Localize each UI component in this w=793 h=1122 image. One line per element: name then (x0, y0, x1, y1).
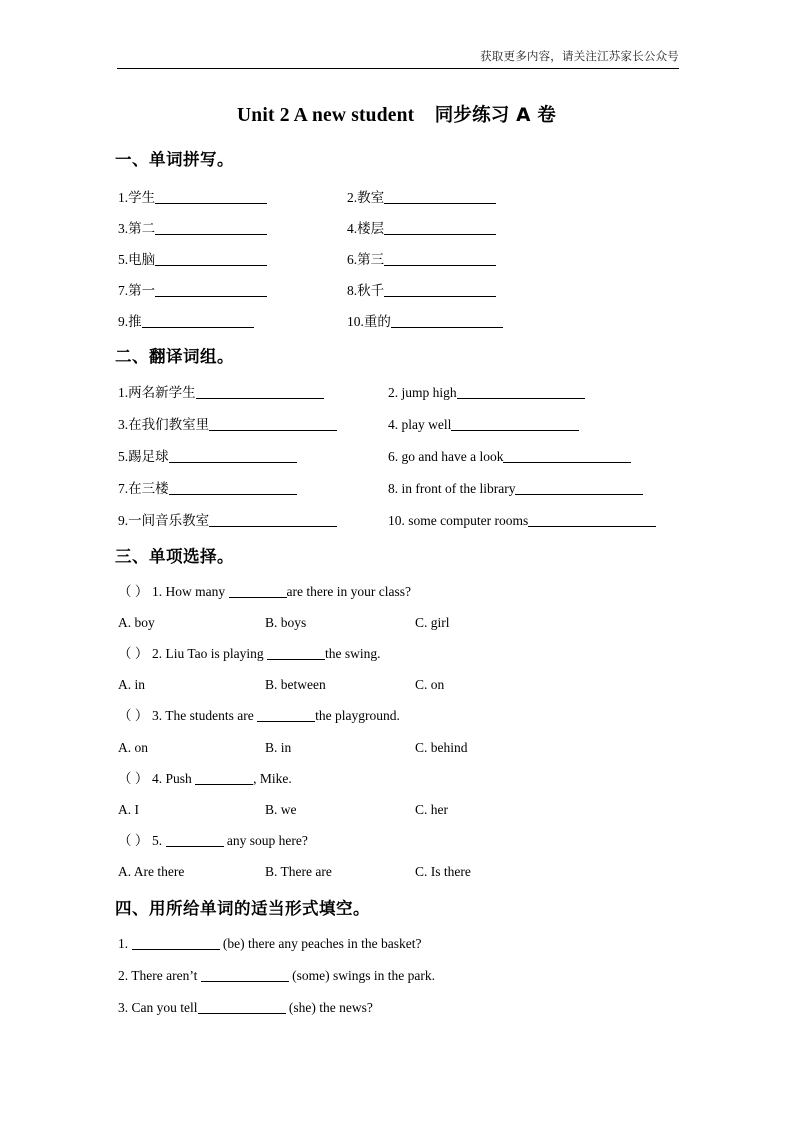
section-heading-4: 四、用所给单词的适当形式填空。 (115, 899, 370, 918)
section-heading-1: 一、单词拼写。 (115, 150, 234, 169)
choice-question-1-num: 1. (152, 584, 163, 599)
spelling-item-7-num: 7. (118, 283, 129, 298)
choice-question-4-text-after: , Mike. (253, 771, 292, 786)
translate-item-9-label: 一间音乐教室 (128, 513, 210, 528)
spelling-item-10 (347, 314, 503, 330)
spelling-item-4-label: 楼层 (357, 221, 385, 236)
translate-item-9-num: 9. (118, 513, 129, 528)
choice-5-option-b[interactable]: B. There are (265, 864, 332, 879)
translate-item-1-label: 两名新学生 (128, 385, 196, 400)
form-item-2-before: There aren’t (128, 968, 201, 983)
spelling-item-5-num: 5. (118, 252, 129, 267)
choice-question-2-blank[interactable] (267, 646, 325, 660)
translate-item-2 (388, 385, 585, 401)
spelling-item-9-blank[interactable] (142, 314, 254, 328)
choice-question-4-num: 4. (152, 771, 163, 786)
spelling-item-6 (347, 252, 496, 268)
translate-item-7-label: 在三楼 (128, 481, 169, 496)
translate-item-8-blank[interactable] (515, 481, 643, 495)
choice-question-1-blank[interactable] (229, 584, 287, 598)
translate-item-10-num: 10. (388, 513, 405, 528)
choice-question-3-num: 3. (152, 708, 163, 723)
translate-item-5 (118, 449, 297, 465)
spelling-item-6-num: 6. (347, 252, 358, 267)
form-item-2-blank[interactable] (201, 968, 289, 982)
translate-item-3-blank[interactable] (209, 417, 337, 431)
choice-4-option-c[interactable]: C. her (415, 802, 448, 817)
choice-question-2-text-after: the swing. (325, 646, 381, 661)
spelling-item-5-blank[interactable] (155, 252, 267, 266)
translate-item-1 (118, 385, 324, 401)
choice-question-3-answer-box[interactable]: （ ） (118, 708, 149, 723)
translate-item-10-label: some computer rooms (404, 513, 529, 528)
translate-item-2-blank[interactable] (457, 385, 585, 399)
form-item-3-after: (she) the news? (285, 1000, 373, 1015)
choice-question-1 (118, 584, 411, 600)
translate-item-4-blank[interactable] (451, 417, 579, 431)
choice-question-5-text-after: any soup here? (223, 833, 308, 848)
translate-item-7-num: 7. (118, 481, 129, 496)
spelling-item-8-label: 秋千 (357, 283, 385, 298)
translate-item-2-label: jump high (398, 385, 457, 400)
choice-3-option-a[interactable]: A. on (118, 740, 148, 755)
spelling-item-3-num: 3. (118, 221, 129, 236)
form-item-1-num: 1. (118, 936, 129, 951)
spelling-item-6-blank[interactable] (384, 252, 496, 266)
translate-item-6-blank[interactable] (503, 449, 631, 463)
spelling-item-9-num: 9. (118, 314, 129, 329)
choice-question-2 (118, 646, 381, 662)
spelling-item-2-num: 2. (347, 190, 358, 205)
choice-question-5-answer-box[interactable]: （ ） (118, 833, 149, 848)
form-item-2 (118, 968, 435, 984)
spelling-item-4-num: 4. (347, 221, 358, 236)
form-item-1-after: (be) there any peaches in the basket? (219, 936, 422, 951)
translate-item-5-label: 踢足球 (128, 449, 169, 464)
section-heading-2: 二、翻译词组。 (115, 347, 234, 366)
translate-item-1-blank[interactable] (196, 385, 324, 399)
translate-item-4-num: 4. (388, 417, 399, 432)
translate-item-8-num: 8. (388, 481, 399, 496)
form-item-3-before: Can you tell (128, 1000, 198, 1015)
choice-3-option-c[interactable]: C. behind (415, 740, 468, 755)
choice-3-option-b[interactable]: B. in (265, 740, 292, 755)
title-chinese: 同步练习 A 卷 (434, 105, 556, 126)
spelling-item-7-blank[interactable] (155, 283, 267, 297)
translate-item-7-blank[interactable] (169, 481, 297, 495)
choice-question-3 (118, 708, 400, 724)
choice-1-option-b[interactable]: B. boys (265, 615, 307, 630)
choice-question-4 (118, 771, 292, 787)
choice-question-4-blank[interactable] (195, 771, 253, 785)
translate-item-5-num: 5. (118, 449, 129, 464)
translate-item-3 (118, 417, 337, 433)
spelling-item-5-label: 电脑 (128, 252, 156, 267)
spelling-item-3 (118, 221, 267, 237)
choice-question-5-num: 5. (152, 833, 163, 848)
choice-question-1-text-before: How many (162, 584, 229, 599)
translate-item-8 (388, 481, 643, 497)
spelling-item-1-num: 1. (118, 190, 129, 205)
header-notice-text: 获取更多内容，请关注江苏家长公众号 (480, 51, 679, 63)
choice-1-option-c[interactable]: C. girl (415, 615, 450, 630)
spelling-item-2-label: 教室 (357, 190, 385, 205)
translate-item-1-num: 1. (118, 385, 129, 400)
choice-question-5 (118, 833, 308, 849)
form-item-1-blank[interactable] (132, 936, 220, 950)
translate-item-4 (388, 417, 579, 433)
spelling-item-8 (347, 283, 496, 299)
spelling-item-1-blank[interactable] (155, 190, 267, 204)
form-item-3-blank[interactable] (198, 1000, 286, 1014)
translate-item-4-label: play well (398, 417, 452, 432)
spelling-item-10-num: 10. (347, 314, 364, 329)
translate-item-8-label: in front of the library (398, 481, 516, 496)
translate-item-9 (118, 513, 337, 529)
choice-question-1-text-after: are there in your class? (286, 584, 411, 599)
spelling-item-2-blank[interactable] (384, 190, 496, 204)
form-item-3-num: 3. (118, 1000, 129, 1015)
spelling-item-4 (347, 221, 496, 237)
spelling-item-4-blank[interactable] (384, 221, 496, 235)
choice-question-5-blank[interactable] (166, 833, 224, 847)
choice-question-3-blank[interactable] (257, 708, 315, 722)
translate-item-7 (118, 481, 297, 497)
spelling-item-6-label: 第三 (357, 252, 385, 267)
spelling-item-7 (118, 283, 267, 299)
spelling-item-2 (347, 190, 496, 206)
choice-4-option-a[interactable]: A. I (118, 802, 139, 817)
spelling-item-3-label: 第二 (128, 221, 156, 236)
section-heading-3: 三、单项选择。 (115, 547, 234, 566)
translate-item-9-blank[interactable] (209, 513, 337, 527)
choice-5-option-a[interactable]: A. Are there (118, 864, 185, 879)
choice-5-option-c[interactable]: C. Is there (415, 864, 471, 879)
spelling-item-8-num: 8. (347, 283, 358, 298)
choice-2-option-a[interactable]: A. in (118, 677, 145, 692)
translate-item-3-label: 在我们教室里 (128, 417, 210, 432)
choice-question-1-answer-box[interactable]: （ ） (118, 584, 149, 599)
spelling-item-1 (118, 190, 267, 206)
choice-question-2-answer-box[interactable]: （ ） (118, 646, 149, 661)
translate-item-6 (388, 449, 631, 465)
translate-item-10 (388, 513, 656, 529)
translate-item-6-num: 6. (388, 449, 399, 464)
translate-item-3-num: 3. (118, 417, 129, 432)
translate-item-6-label: go and have a look (398, 449, 504, 464)
spelling-item-10-blank[interactable] (391, 314, 503, 328)
choice-question-2-num: 2. (152, 646, 163, 661)
page-title (0, 101, 793, 127)
choice-question-4-answer-box[interactable]: （ ） (118, 771, 149, 786)
spelling-item-10-label: 重的 (363, 314, 391, 329)
choice-2-option-c[interactable]: C. on (415, 677, 445, 692)
spelling-item-9 (118, 314, 254, 330)
translate-item-5-blank[interactable] (169, 449, 297, 463)
spelling-item-9-label: 推 (128, 314, 142, 329)
spelling-item-5 (118, 252, 267, 268)
spelling-item-3-blank[interactable] (155, 221, 267, 235)
choice-4-option-b[interactable]: B. we (265, 802, 297, 817)
choice-2-option-b[interactable]: B. between (265, 677, 326, 692)
choice-question-4-text-before: Push (162, 771, 196, 786)
choice-1-option-a[interactable]: A. boy (118, 615, 155, 630)
form-item-2-num: 2. (118, 968, 129, 983)
spelling-item-7-label: 第一 (128, 283, 156, 298)
form-item-2-after: (some) swings in the park. (288, 968, 435, 983)
translate-item-10-blank[interactable] (528, 513, 656, 527)
title-english: Unit 2 A new student (237, 105, 415, 126)
page-header (117, 50, 679, 69)
form-item-1 (118, 936, 422, 952)
translate-item-2-num: 2. (388, 385, 399, 400)
header-divider (117, 68, 679, 69)
choice-question-2-text-before: Liu Tao is playing (162, 646, 268, 661)
spelling-item-1-label: 学生 (128, 190, 156, 205)
spelling-item-8-blank[interactable] (384, 283, 496, 297)
choice-question-3-text-before: The students are (162, 708, 258, 723)
form-item-3 (118, 1000, 373, 1016)
choice-question-3-text-after: the playground. (315, 708, 400, 723)
